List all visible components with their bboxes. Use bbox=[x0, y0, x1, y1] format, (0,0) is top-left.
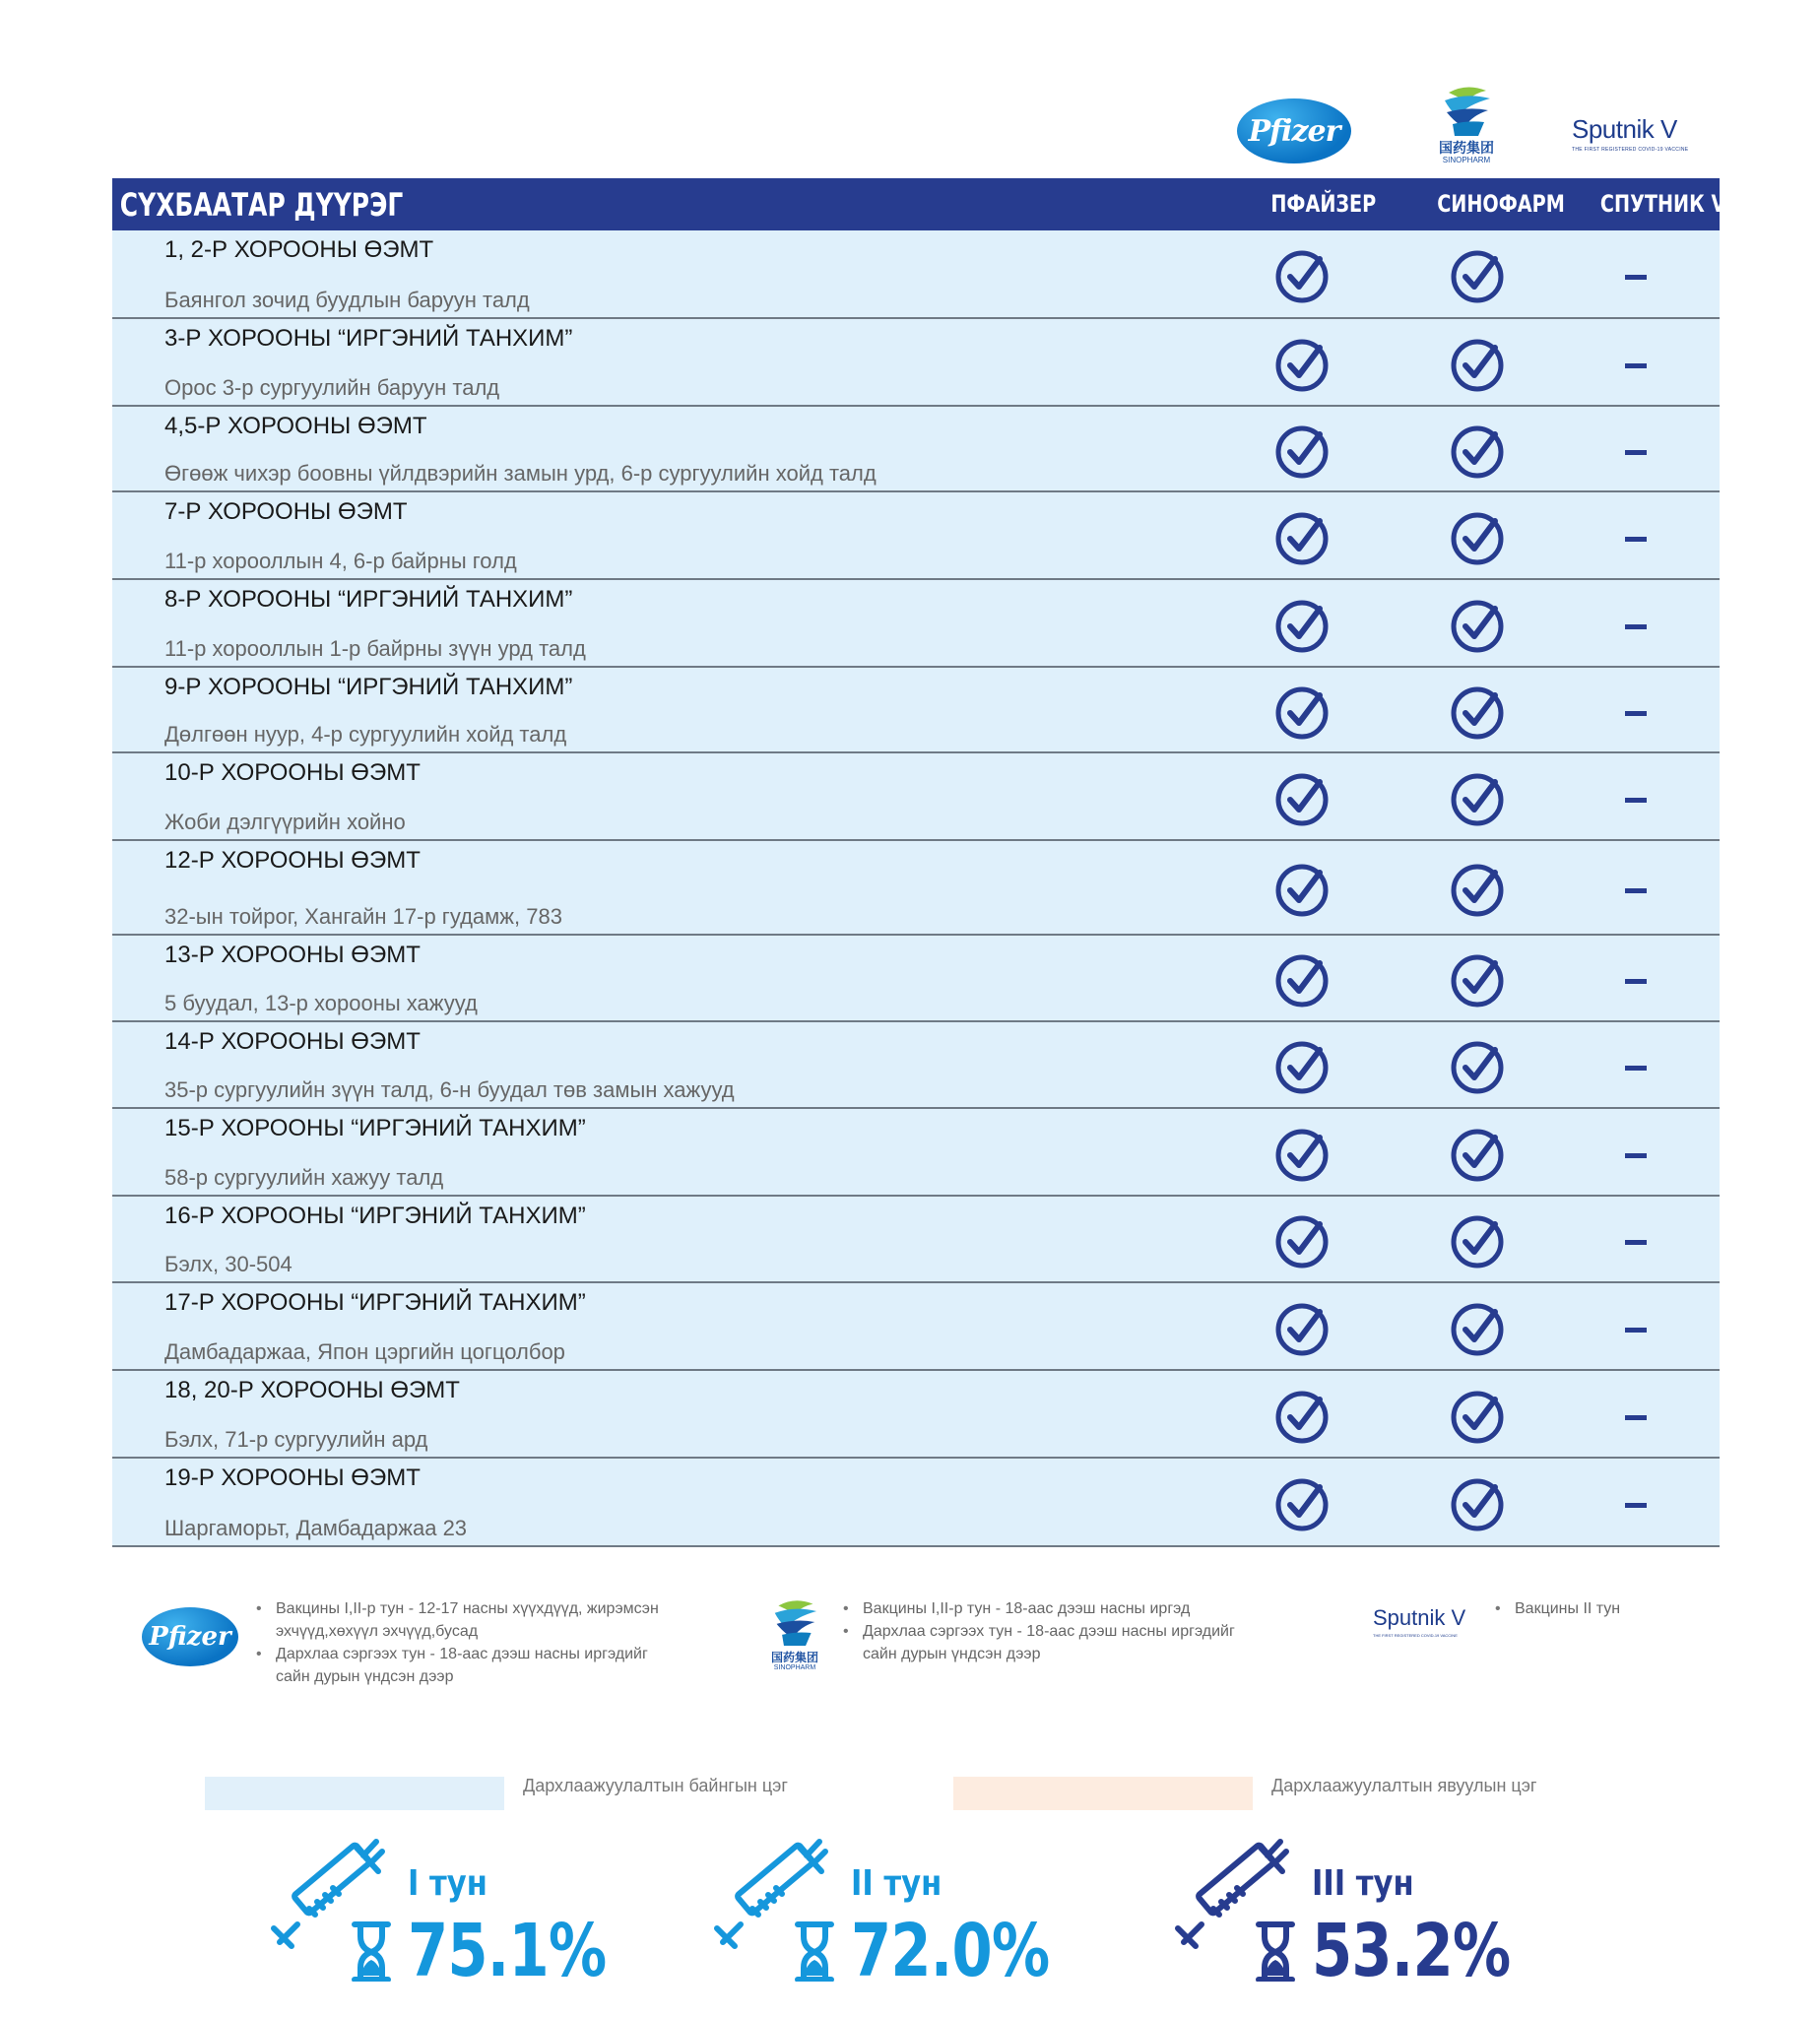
table-row bbox=[112, 668, 1720, 753]
syringe-icon bbox=[695, 1834, 843, 1982]
check-icon bbox=[1450, 863, 1505, 918]
point-address: Баянгол зочид буудлын баруун талд bbox=[164, 288, 530, 312]
check-icon bbox=[1450, 1128, 1505, 1183]
point-address: 58-р сургуулийн хажуу талд bbox=[164, 1165, 444, 1190]
column-sinopharm: СИНОФАРМ bbox=[1437, 190, 1565, 218]
check-icon bbox=[1450, 1390, 1505, 1445]
table-row bbox=[112, 1197, 1720, 1283]
point-title: 1, 2-Р ХОРООНЫ ӨЭМТ bbox=[164, 236, 434, 263]
point-address: Бэлх, 71-р сургуулийн ард bbox=[164, 1427, 428, 1452]
permanent-point-label: Дархлаажуулалтын байнгын цэг bbox=[523, 1776, 788, 1795]
column-sputnik: СПУТНИК V bbox=[1600, 190, 1726, 218]
point-address: Шаргаморьт, Дамбадаржаа 23 bbox=[164, 1516, 468, 1540]
check-icon bbox=[1274, 772, 1330, 827]
point-title: 7-Р ХОРООНЫ ӨЭМТ bbox=[164, 498, 408, 525]
list-item: • Дархлаа сэргээх тун - 18-аас дээш насны иргэдийг сайн дурын үндсэн дээр bbox=[254, 1643, 668, 1688]
table-row bbox=[112, 319, 1720, 407]
check-icon bbox=[1274, 249, 1330, 304]
dash-icon bbox=[1625, 624, 1647, 629]
point-address: 11-р хорооллын 1-р байрны зүүн урд талд bbox=[164, 636, 586, 661]
check-icon bbox=[1274, 1214, 1330, 1269]
table-body bbox=[112, 230, 1720, 1547]
dose-label: III тун bbox=[1312, 1863, 1414, 1904]
vaccine-logos bbox=[1237, 83, 1710, 171]
mobile-point-swatch bbox=[953, 1777, 1253, 1810]
dash-icon bbox=[1625, 275, 1647, 280]
point-title: 8-Р ХОРООНЫ “ИРГЭНИЙ ТАНХИМ” bbox=[164, 586, 573, 613]
vaccination-points-table bbox=[112, 178, 1726, 1547]
table-row bbox=[112, 936, 1720, 1022]
check-icon bbox=[1450, 1040, 1505, 1095]
point-title: 14-Р ХОРООНЫ ӨЭМТ bbox=[164, 1028, 421, 1055]
point-address: 32-ын тойрог, Хангайн 17-р гудамж, 783 bbox=[164, 904, 562, 929]
dash-icon bbox=[1625, 1240, 1647, 1245]
dose-1-stat bbox=[252, 1834, 626, 1993]
legend-sinopharm-logo: 国药集团 SINOPHARM bbox=[760, 1595, 829, 1684]
point-title: 3-Р ХОРООНЫ “ИРГЭНИЙ ТАНХИМ” bbox=[164, 325, 573, 352]
dose-percent: 72.0% bbox=[851, 1909, 1050, 1993]
table-row bbox=[112, 841, 1720, 936]
point-title: 10-Р ХОРООНЫ ӨЭМТ bbox=[164, 759, 421, 786]
point-address: Дөлгөөн нуур, 4-р сургуулийн хойд талд bbox=[164, 722, 567, 747]
check-icon bbox=[1450, 511, 1505, 566]
table-row bbox=[112, 1022, 1720, 1109]
table-row bbox=[112, 407, 1720, 492]
check-icon bbox=[1450, 424, 1505, 480]
table-row bbox=[112, 1459, 1720, 1547]
table-row bbox=[112, 1371, 1720, 1459]
point-address: 11-р хорооллын 4, 6-р байрны голд bbox=[164, 549, 517, 573]
point-title: 19-Р ХОРООНЫ ӨЭМТ bbox=[164, 1464, 421, 1491]
list-item: • Вакцины II тун bbox=[1493, 1597, 1690, 1620]
dash-icon bbox=[1625, 1328, 1647, 1333]
check-icon bbox=[1274, 1477, 1330, 1532]
table-row bbox=[112, 230, 1720, 319]
check-icon bbox=[1274, 511, 1330, 566]
point-title: 9-Р ХОРООНЫ “ИРГЭНИЙ ТАНХИМ” bbox=[164, 674, 573, 700]
vaccine-legend bbox=[0, 1595, 1820, 1714]
check-icon bbox=[1450, 599, 1505, 654]
permanent-point-swatch bbox=[205, 1777, 504, 1810]
list-item: • Вакцины I,II-р тун - 12-17 насны хүүхдүүд, жирэмсэн эхчүүд,хөхүүл эхчүүд,бусад bbox=[254, 1597, 668, 1643]
point-address: 35-р сургуулийн зүүн талд, 6-н буудал төв замын хажууд bbox=[164, 1077, 735, 1102]
check-icon bbox=[1274, 685, 1330, 741]
legend-sputnik-logo: Sputnik V THE FIRST REGISTERED COVID-19 VACCINE bbox=[1373, 1605, 1466, 1638]
check-icon bbox=[1274, 863, 1330, 918]
table-row bbox=[112, 492, 1720, 580]
sinopharm-logo: 国药集团 SINOPHARM bbox=[1429, 83, 1504, 167]
dash-icon bbox=[1625, 1066, 1647, 1071]
dash-icon bbox=[1625, 450, 1647, 455]
check-icon bbox=[1274, 424, 1330, 480]
dash-icon bbox=[1625, 979, 1647, 984]
dash-icon bbox=[1625, 1153, 1647, 1158]
point-address: Жоби дэлгүүрийн хойно bbox=[164, 810, 406, 834]
table-row bbox=[112, 580, 1720, 668]
check-icon bbox=[1450, 685, 1505, 741]
check-icon bbox=[1274, 1302, 1330, 1357]
point-title: 17-Р ХОРООНЫ “ИРГЭНИЙ ТАНХИМ” bbox=[164, 1289, 586, 1316]
dose-percent: 75.1% bbox=[408, 1909, 607, 1993]
point-title: 16-Р ХОРООНЫ “ИРГЭНИЙ ТАНХИМ” bbox=[164, 1203, 586, 1229]
district-title: СҮХБААТАР ДҮҮРЭГ bbox=[119, 185, 404, 224]
point-address: Дамбадаржаа, Япон цэргийн цогцолбор bbox=[164, 1339, 565, 1364]
check-icon bbox=[1450, 772, 1505, 827]
check-icon bbox=[1274, 599, 1330, 654]
check-icon bbox=[1274, 1040, 1330, 1095]
dash-icon bbox=[1625, 537, 1647, 542]
check-icon bbox=[1450, 338, 1505, 393]
pfizer-logo: Pfizer bbox=[1237, 98, 1351, 163]
list-item: • Дархлаа сэргээх тун - 18-аас дээш насны иргэдийг сайн дурын үндсэн дээр bbox=[841, 1620, 1265, 1665]
point-address: 5 буудал, 13-р хорооны хажууд bbox=[164, 991, 478, 1015]
column-pfizer: ПФАЙЗЕР bbox=[1270, 190, 1377, 218]
dose-label: I тун bbox=[408, 1863, 488, 1904]
dash-icon bbox=[1625, 1415, 1647, 1420]
sputnik-logo: Sputnik V THE FIRST REGISTERED COVID-19 VACCINE bbox=[1572, 114, 1689, 153]
legend-pfizer-notes bbox=[254, 1597, 668, 1688]
list-item: • Вакцины I,II-р тун - 18-аас дээш насны иргэд bbox=[841, 1597, 1265, 1620]
legend-sputnik-notes bbox=[1493, 1597, 1690, 1620]
check-icon bbox=[1450, 1302, 1505, 1357]
point-address: Бэлх, 30-504 bbox=[164, 1252, 292, 1276]
check-icon bbox=[1274, 953, 1330, 1008]
check-icon bbox=[1450, 249, 1505, 304]
point-title: 12-Р ХОРООНЫ ӨЭМТ bbox=[164, 847, 421, 874]
check-icon bbox=[1450, 1214, 1505, 1269]
check-icon bbox=[1450, 1477, 1505, 1532]
dose-2-stat bbox=[695, 1834, 1070, 1993]
syringe-icon bbox=[1156, 1834, 1304, 1982]
dose-label: II тун bbox=[851, 1863, 942, 1904]
point-title: 4,5-Р ХОРООНЫ ӨЭМТ bbox=[164, 413, 427, 439]
point-title: 18, 20-Р ХОРООНЫ ӨЭМТ bbox=[164, 1377, 460, 1403]
legend-pfizer-logo: Pfizer bbox=[142, 1607, 238, 1666]
point-title: 13-Р ХОРООНЫ ӨЭМТ bbox=[164, 942, 421, 968]
dose-3-stat bbox=[1156, 1834, 1530, 1993]
dose-percent: 53.2% bbox=[1312, 1909, 1511, 1993]
dash-icon bbox=[1625, 888, 1647, 893]
point-title: 15-Р ХОРООНЫ “ИРГЭНИЙ ТАНХИМ” bbox=[164, 1115, 586, 1141]
table-row bbox=[112, 753, 1720, 841]
dash-icon bbox=[1625, 711, 1647, 716]
mobile-point-label: Дархлаажуулалтын явуулын цэг bbox=[1271, 1776, 1537, 1795]
check-icon bbox=[1274, 1390, 1330, 1445]
table-header bbox=[112, 178, 1726, 230]
table-row bbox=[112, 1109, 1720, 1197]
dash-icon bbox=[1625, 363, 1647, 368]
dash-icon bbox=[1625, 1503, 1647, 1508]
dash-icon bbox=[1625, 798, 1647, 803]
point-address: Орос 3-р сургуулийн баруун талд bbox=[164, 375, 500, 400]
table-row bbox=[112, 1283, 1720, 1371]
point-address: Өгөөж чихэр боовны үйлдвэрийн замын урд, 6-р сургуулийн хойд талд bbox=[164, 461, 877, 486]
check-icon bbox=[1274, 338, 1330, 393]
legend-sinopharm-notes bbox=[841, 1597, 1265, 1665]
check-icon bbox=[1450, 953, 1505, 1008]
syringe-icon bbox=[252, 1834, 400, 1982]
check-icon bbox=[1274, 1128, 1330, 1183]
